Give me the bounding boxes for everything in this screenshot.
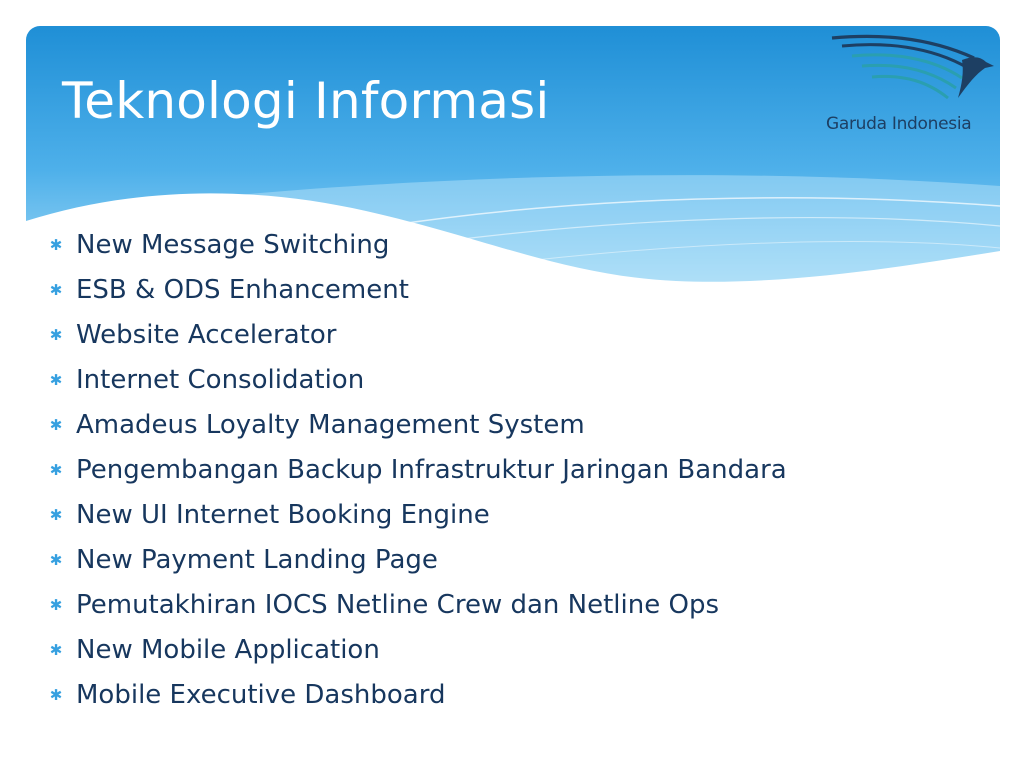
list-item-text: New Mobile Application (76, 634, 380, 665)
asterisk-bullet-icon: ✱ (49, 235, 63, 254)
list-item (46, 537, 787, 582)
list-item (46, 312, 787, 357)
asterisk-bullet-icon: ✱ (49, 415, 63, 434)
list-item (46, 267, 787, 312)
logo-text: Garuda Indonesia (826, 114, 972, 134)
list-item-text: Amadeus Loyalty Management System (76, 409, 585, 440)
list-item (46, 672, 787, 717)
page-title: Teknologi Informasi (62, 72, 550, 130)
asterisk-bullet-icon: ✱ (49, 280, 63, 299)
list-item-text: Pengembangan Backup Infrastruktur Jaringan Bandara (76, 454, 787, 485)
garuda-indonesia-logo (826, 30, 998, 142)
list-item-text: New Payment Landing Page (76, 544, 438, 575)
list-item (46, 402, 787, 447)
asterisk-bullet-icon: ✱ (49, 595, 63, 614)
list-item (46, 492, 787, 537)
list-item-text: ESB & ODS Enhancement (76, 274, 409, 305)
asterisk-bullet-icon: ✱ (49, 550, 63, 569)
list-item-text: Website Accelerator (76, 319, 337, 350)
bullet-list (46, 222, 787, 717)
list-item-text: Internet Consolidation (76, 364, 365, 395)
list-item (46, 582, 787, 627)
asterisk-bullet-icon: ✱ (49, 685, 63, 704)
garuda-bird-icon (826, 30, 998, 114)
list-item (46, 222, 787, 267)
list-item-text: Pemutakhiran IOCS Netline Crew dan Netline Ops (76, 589, 720, 620)
asterisk-bullet-icon: ✱ (49, 325, 63, 344)
list-item-text: Mobile Executive Dashboard (76, 679, 446, 710)
list-item (46, 447, 787, 492)
asterisk-bullet-icon: ✱ (49, 460, 63, 479)
list-item-text: New UI Internet Booking Engine (76, 499, 490, 530)
list-item-text: New Message Switching (76, 229, 390, 260)
asterisk-bullet-icon: ✱ (49, 640, 63, 659)
list-item (46, 357, 787, 402)
asterisk-bullet-icon: ✱ (49, 505, 63, 524)
asterisk-bullet-icon: ✱ (49, 370, 63, 389)
list-item (46, 627, 787, 672)
